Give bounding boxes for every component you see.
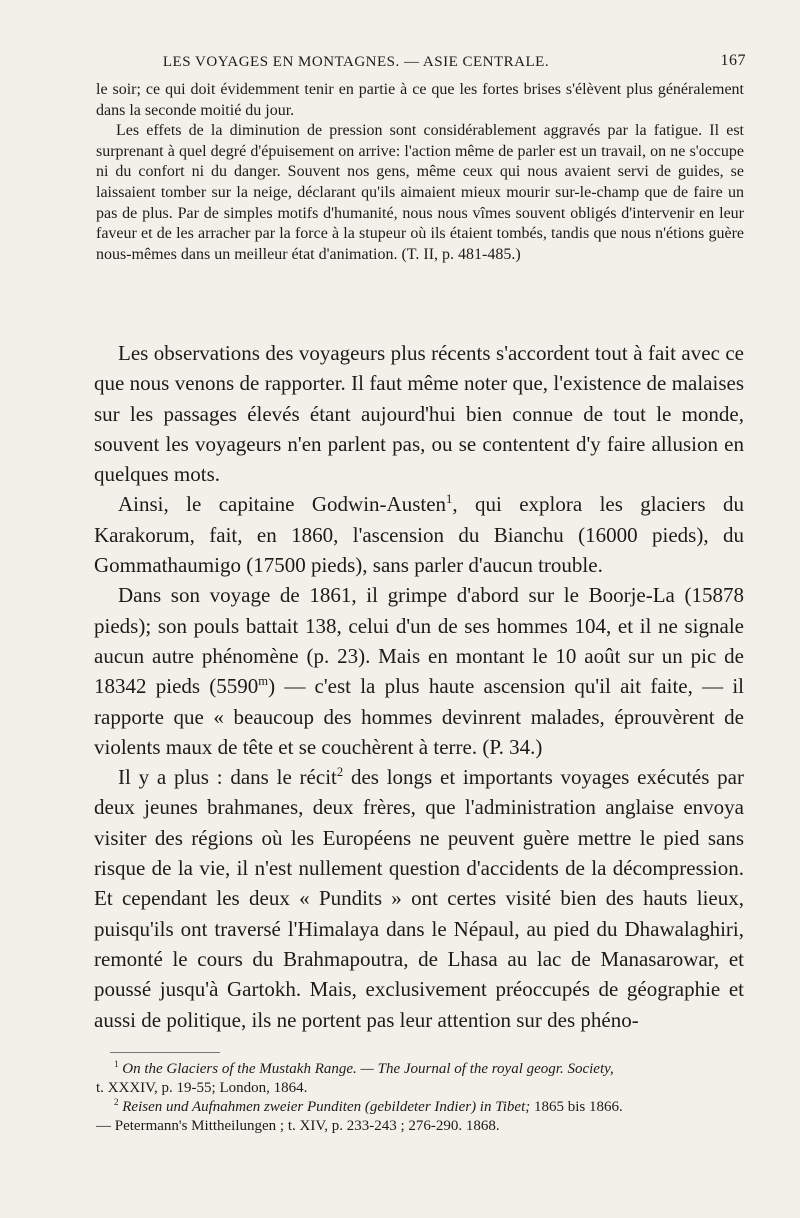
unit-superscript: m	[258, 674, 269, 689]
body-paragraph-4-text-a: Il y a plus : dans le récit	[118, 765, 337, 790]
body-paragraph-4-text-b: des longs et importants voyages exécutés par deux jeunes brahmanes, deux frères, que l'administration anglaise envoya visiter des régions où les Européens ne peuvent guère mettre le pied sans risque de la vie, il n'est nullement question d'accidents de la décompression. Et cependant les deux « Pundits » ont certes visité bien des hauts lieux, puisqu'ils ont traversé l'Himalaya dans le Népaul, au pied du Dhawalaghiri, remonté le cours du Brahmapoutra, de Lhasa au lac de Manasarowar, et poussé jusqu'à Gartokh. Mais, exclusivement préoccupés de géographie et aussi de politique, ils ne portent pas leur attention sur des phéno-	[94, 765, 744, 1032]
footnote-1-details: t. XXXIV, p. 19-55; London, 1864.	[96, 1080, 308, 1096]
page-number: 167	[720, 52, 746, 69]
footnote-ref-2: 2	[336, 765, 344, 780]
body-paragraph-2-text-b: , qui explora les glaciers du Karakorum, fait, en 1860, l'ascension du Bianchu (16000 pieds), du Gommathaumigo (17500 pieds), sans parler d'aucun trouble.	[94, 492, 744, 578]
footnote-2-details: — Petermann's Mittheilungen ; t. XIV, p. 233-243 ; 276-290. 1868.	[96, 1118, 500, 1134]
body-paragraph-4	[94, 762, 744, 1035]
body-paragraph-3	[94, 580, 744, 762]
body-paragraph-1: Les observations des voyageurs plus récents s'accordent tout à fait avec ce que nous venons de rapporter. Il faut même noter que, l'existence de malaises sur les passages élevés étant aujourd'hui bien connue de tout le monde, souvent les voyageurs n'en parlent pas, ou se contentent d'y faire allusion en quelques mots.	[94, 341, 744, 487]
quote-paragraph-2: Les effets de la diminution de pression sont considérablement aggravés par la fatigue. Il est surprenant à quel degré d'épuisement on arrive: l'action même de parler est un travail, on ne s'occupe ni du confort ni du danger. Souvent nos gens, même ceux qui nous avaient servi de guides, se laissaient tomber sur la neige, déclarant qu'ils aimaient mieux mourir sur-le-champ que de faire un pas de plus. Par de simples motifs d'humanité, nous nous vîmes souvent obligés d'intervenir en leur faveur et de les arracher par la force à la stupeur où ils étaient tombés, tandis que nous n'étions guère nous-mêmes dans un meilleur état d'animation. (T. II, p. 481-485.)	[96, 122, 744, 263]
footnote-2-mark: 2	[114, 1097, 119, 1107]
footnote-1	[96, 1060, 748, 1098]
footnote-1-mark: 1	[114, 1059, 119, 1069]
footnote-2-title: Reisen und Aufnahmen zweier Punditen (gebildeter Indier) in Tibet;	[122, 1099, 531, 1115]
body-paragraph-3-text-a: Dans son voyage de 1861, il grimpe d'abord sur le Boorje-La (15878 pieds); son pouls battait 138, celui d'un de ses hommes 104, et il ne signale aucun autre phénomène (p. 23). Mais en montant le 10 août sur un pic de 18342 pieds (5590	[94, 583, 744, 699]
running-header	[96, 50, 746, 74]
running-title: LES VOYAGES EN MONTAGNES. — ASIE CENTRALE.	[162, 54, 550, 70]
footnote-2	[96, 1098, 748, 1136]
footnotes	[96, 1060, 748, 1136]
footnote-2-years: 1865 bis 1866.	[530, 1099, 623, 1115]
main-text	[94, 338, 744, 1035]
body-paragraph-3-text-b: ) — c'est la plus haute ascension qu'il ait faite, — il rapporte que « beaucoup des hommes devinrent malades, éprouvèrent de violents maux de tête et se couchèrent à terre. (P. 34.)	[94, 674, 745, 759]
footnote-separator	[110, 1052, 220, 1053]
footnote-1-title: On the Glaciers of the Mustakh Range. — The Journal of the royal geogr. Society,	[122, 1061, 614, 1077]
quote-paragraph-1: le soir; ce qui doit évidemment tenir en partie à ce que les fortes brises s'élèvent plus généralement dans la seconde moitié du jour.	[96, 81, 744, 119]
quoted-passage	[96, 80, 744, 265]
body-paragraph-2-text-a: Ainsi, le capitaine Godwin-Austen	[118, 492, 447, 517]
body-paragraph-2	[94, 489, 744, 580]
footnote-ref-1: 1	[446, 492, 453, 507]
